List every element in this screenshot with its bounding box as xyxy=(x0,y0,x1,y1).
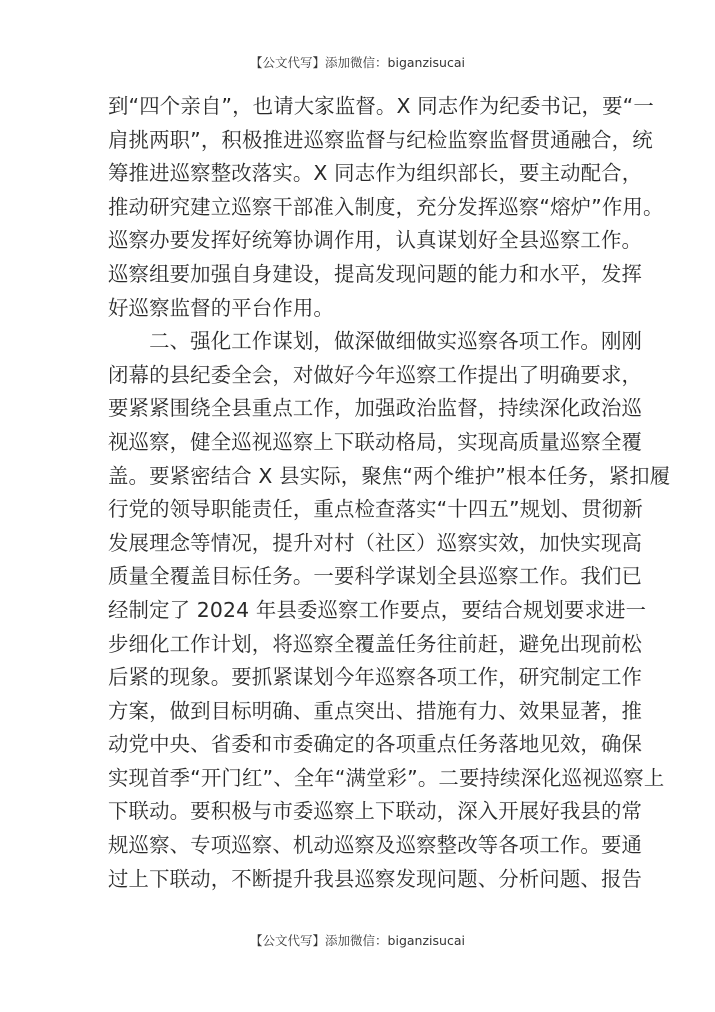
body-line: 发展理念等情况，提升对村（社区）巡察实效，加快实现高 xyxy=(108,530,643,555)
body-line: 过上下联动，不断提升我县巡察发现问题、分析问题、报告 xyxy=(108,866,643,891)
body-line: 要紧紧围绕全县重点工作，加强政治监督，持续深化政治巡 xyxy=(108,396,643,421)
body-line: 闭幕的县纪委全会，对做好今年巡察工作提出了明确要求， xyxy=(108,362,643,387)
document-body xyxy=(108,90,671,896)
body-line: 巡察办要发挥好统筹协调作用，认真谋划好全县巡察工作。 xyxy=(108,228,643,253)
body-line: 到“四个亲自”，也请大家监督。X 同志作为纪委书记，要“一 xyxy=(108,94,654,118)
body-line: 下联动。要积极与市委巡察上下联动，深入开展好我县的常 xyxy=(108,799,643,824)
body-line: 行党的领导职能责任，重点检查落实“十四五”规划、贯彻新 xyxy=(108,497,643,522)
body-line: 动党中央、省委和市委确定的各项重点任务落地见效，确保 xyxy=(108,732,643,757)
body-line: 经制定了 2024 年县委巡察工作要点，要结合规划要求进一 xyxy=(108,597,647,622)
body-line: 实现首季“开门红”、全年“满堂彩”。二要持续深化巡视巡察上 xyxy=(108,765,665,790)
body-line: 筹推进巡察整改落实。X 同志作为组织部长，要主动配合， xyxy=(108,161,643,186)
body-line: 推动研究建立巡察干部准入制度，充分发挥巡察“熔炉”作用。 xyxy=(108,194,664,219)
body-line: 规巡察、专项巡察、机动巡察及巡察整改等各项工作。要通 xyxy=(108,833,643,858)
body-line: 质量全覆盖目标任务。一要科学谋划全县巡察工作。我们已 xyxy=(108,564,643,589)
body-line: 盖。要紧密结合 X 县实际，聚焦“两个维护”根本任务，紧扣履 xyxy=(108,463,671,488)
body-line: 方案，做到目标明确、重点突出、措施有力、效果显著，推 xyxy=(108,698,643,723)
body-line: 步细化工作计划，将巡察全覆盖任务往前赶，避免出现前松 xyxy=(108,631,643,656)
body-line: 肩挑两职”，积极推进巡察监督与纪检监察监督贯通融合，统 xyxy=(108,127,653,152)
page-footer-watermark: 【公文代写】添加微信：biganzisucai xyxy=(250,933,465,948)
body-line: 好巡察监督的平台作用。 xyxy=(108,295,334,320)
body-line: 后紧的现象。要抓紧谋划今年巡察各项工作，研究制定工作 xyxy=(108,665,643,690)
body-line: 巡察组要加强自身建设，提高发现问题的能力和水平，发挥 xyxy=(108,261,643,286)
section-heading-line: 二、强化工作谋划，做深做细做实巡察各项工作。刚刚 xyxy=(108,329,643,354)
body-line: 视巡察，健全巡视巡察上下联动格局，实现高质量巡察全覆 xyxy=(108,429,643,454)
page-header-watermark: 【公文代写】添加微信：biganzisucai xyxy=(250,55,465,70)
